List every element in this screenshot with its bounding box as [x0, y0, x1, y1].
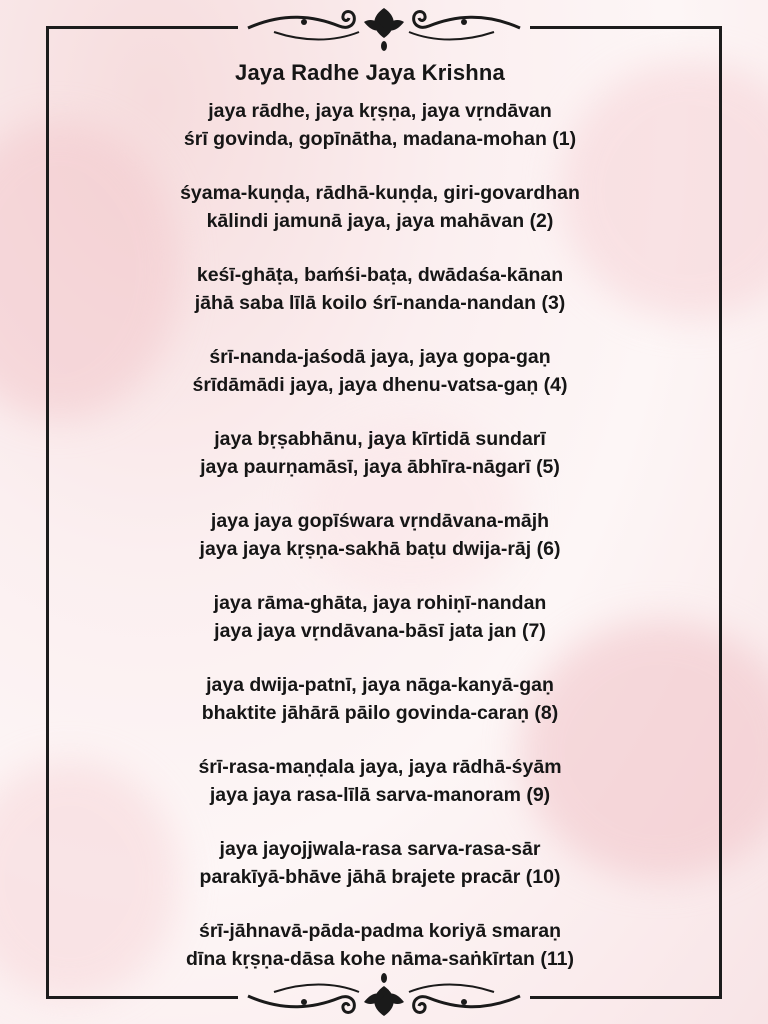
verse-line: dīna kṛṣṇa-dāsa kohe nāma-saṅkīrtan (11): [186, 948, 574, 970]
verse: [0, 97, 760, 179]
verse-line: kālindi jamunā jaya, jaya mahāvan (2): [206, 210, 554, 232]
verse: [0, 425, 760, 507]
verse: [0, 917, 760, 999]
verse: [0, 835, 760, 917]
frame-top-left: [46, 26, 238, 29]
verse: [0, 179, 760, 261]
verse-line: jaya bṛṣabhānu, jaya kīrtidā sundarī: [214, 428, 546, 450]
verse-line: jaya jaya gopīśwara vṛndāvana-mājh: [210, 510, 550, 532]
verse-line: jaya jaya kṛṣṇa-sakhā baṭu dwija-rāj (6): [199, 538, 561, 560]
flourish-ornament-icon: [244, 2, 524, 54]
verse: [0, 261, 760, 343]
verse-line: śrī-nanda-jaśodā jaya, jaya gopa-gaṇ: [209, 346, 551, 368]
verse-line: jaya jayojjwala-rasa sarva-rasa-sār: [219, 838, 541, 860]
verse-line: śrī govinda, gopīnātha, madana-mohan (1): [183, 128, 577, 150]
verse: [0, 671, 760, 753]
verse-line: śrī-jāhnavā-pāda-padma koriyā smaraṇ: [199, 920, 561, 942]
verse-line: śrī-rasa-maṇḍala jaya, jaya rādhā-śyām: [198, 756, 562, 778]
verse-line: śyama-kuṇḍa, rādhā-kuṇḍa, giri-govardhan: [180, 182, 580, 204]
page-title: Jaya Radhe Jaya Krishna: [235, 60, 505, 85]
verse-list: [0, 97, 760, 999]
verse-line: jaya dwija-patnī, jaya nāga-kanyā-gaṇ: [206, 674, 554, 696]
verse-line: parakīyā-bhāve jāhā brajete pracār (10): [199, 866, 561, 888]
verse-line: bhaktite jāhārā pāilo govinda-caraṇ (8): [201, 702, 559, 724]
frame-top-right: [530, 26, 722, 29]
verse-line: jaya jaya vṛndāvana-bāsī jata jan (7): [214, 620, 546, 642]
verse-line: jaya paurṇamāsī, jaya ābhīra-nāgarī (5): [200, 456, 560, 478]
verse-line: jaya rādhe, jaya kṛṣṇa, jaya vṛndāvan: [208, 100, 552, 122]
verse: [0, 753, 760, 835]
verse-line: jāhā saba līlā koilo śrī-nanda-nandan (3): [194, 292, 566, 314]
verse-line: jaya jaya rasa-līlā sarva-manoram (9): [209, 784, 551, 806]
verse: [0, 343, 760, 425]
verse-line: keśī-ghāṭa, baḿśi-baṭa, dwādaśa-kānan: [196, 264, 564, 286]
verse: [0, 507, 760, 589]
verse: [0, 589, 760, 671]
verse-line: jaya rāma-ghāta, jaya rohiṇī-nandan: [213, 592, 547, 614]
verse-line: śrīdāmādi jaya, jaya dhenu-vatsa-gaṇ (4): [192, 374, 568, 396]
